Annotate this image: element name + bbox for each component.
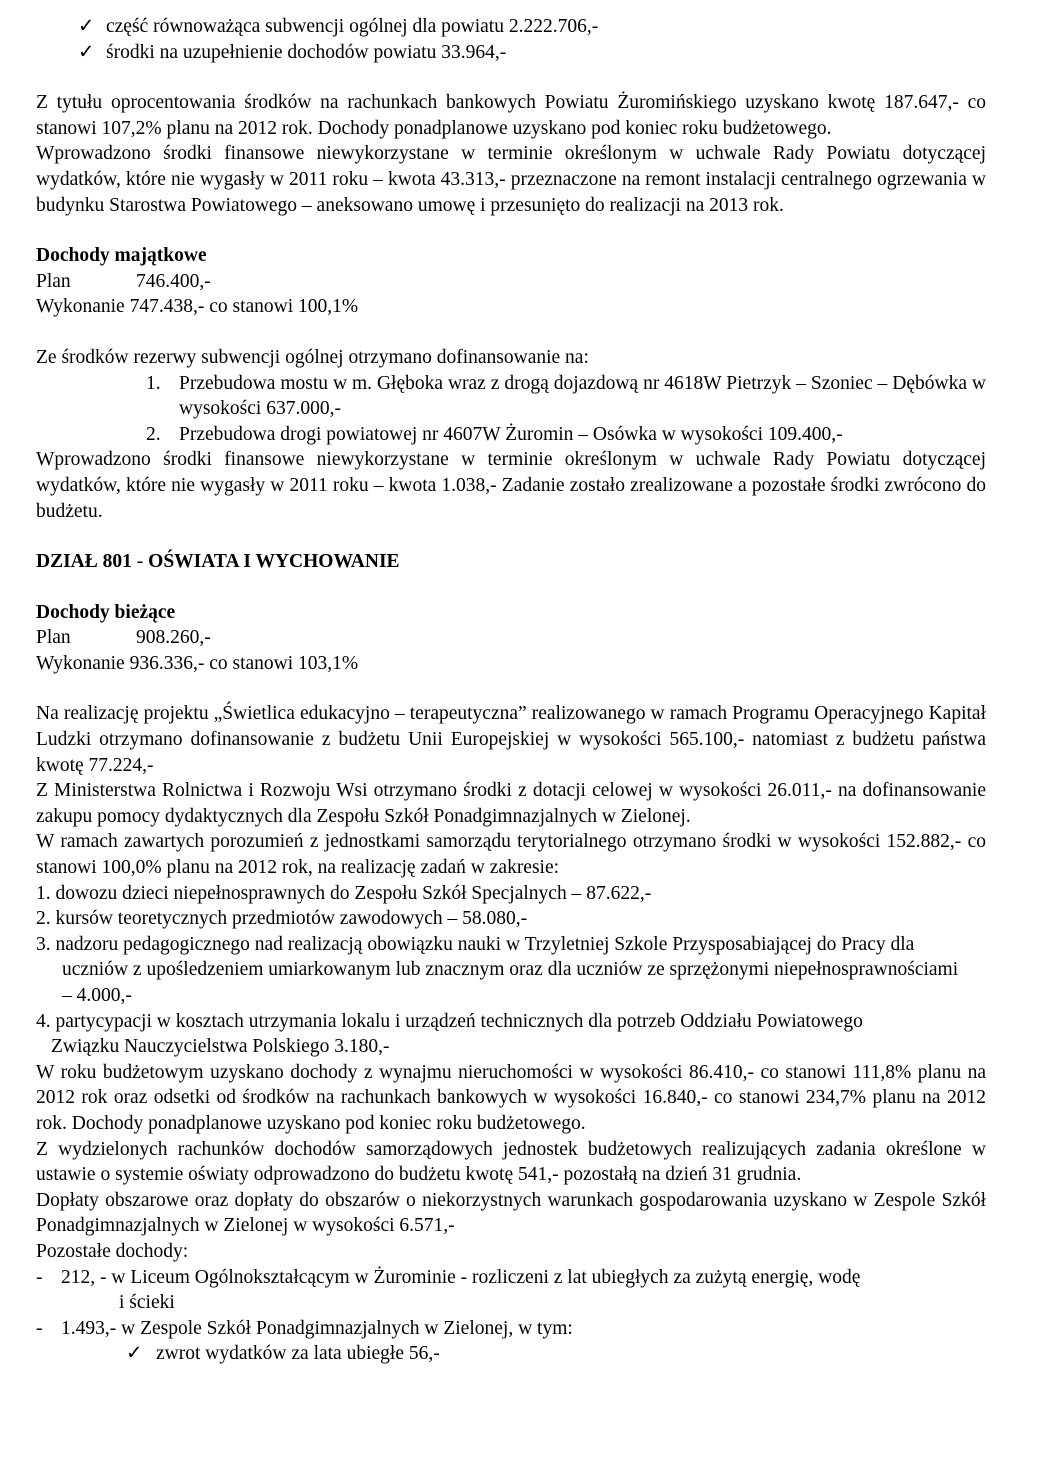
check-item-text: środki na uzupełnienie dochodów powiatu 33.964,- [106,41,507,63]
plan-value: 908.260,- [136,627,211,649]
rezerwa-intro: Ze środków rezerwy subwencji ogólnej otrzymano dofinansowanie na: [36,346,589,368]
paragraph-wynajem: W roku budżetowym uzyskano dochody z wynajmu nieruchomości w wysokości 86.410,- co stanowi 111,8% planu na 2012 rok oraz odsetki od środków na rachunkach bankowych w wysokości 16.840,- co stanowi 234,7% planu na 2012 rok. Dochody ponadplanowe uzyskano pod koniec roku budżetowego. [36,1061,986,1134]
dash-item-line: 1.493,- w Zespole Szkół Ponadgimnazjalnych w Zielonej, w tym: [61,1317,573,1339]
paragraph-ministerstwo: Z Ministerstwa Rolnictwa i Rozwoju Wsi otrzymano środki z dotacji celowej w wysokości 26.011,- na dofinansowanie zakupu pomocy dydaktycznych dla Zespołu Szkół Ponadgimnazjalnych w Zielonej. [36,780,986,827]
plan-label: Plan [36,627,71,649]
list-item-text: Przebudowa drogi powiatowej nr 4607W Żuromin – Osówka w wysokości 109.400,- [179,423,843,445]
numbered-list-item [36,371,986,422]
check-list-item [36,40,986,66]
paragraph-porozumien: W ramach zawartych porozumień z jednostkami samorządu terytorialnego otrzymano środki w wysokości 152.882,- co stanowi 100,0% planu na 2012 rok, na realizację zadań w zakresie: [36,831,986,879]
checkmark-icon: ✓ [78,41,95,63]
dash-marker: - [36,1266,43,1288]
numbered-item: 4. partycypacji w kosztach utrzymania lokalu i urządzeń technicznych dla potrzeb Oddziału Powiatowego Związku Nauczycielstwa Polskiego 3.180,- [36,1010,863,1058]
heading-dochody-biezace: Dochody bieżące [36,601,176,623]
list-number: 1. [146,372,161,394]
plan-row [36,625,986,651]
document-page [36,14,986,1367]
dzial-title: OŚWIATA I WYCHOWANIE [148,551,400,573]
dash-list-item [36,1316,986,1342]
paragraph-doplaty: Dopłaty obszarowe oraz dopłaty do obszarów o niekorzystnych warunkach gospodarowania uzyskano w Zespole Szkół Ponadgimnazjalnych w Zielonej w wysokości 6.571,- [36,1189,986,1237]
paragraph-wprowadzono-1: Wprowadzono środki finansowe niewykorzystane w terminie określonym w uchwale Rady Powiatu dotyczącej wydatków, które nie wygasły w 2011 roku – kwota 43.313,- przeznaczone na remont instalacji centralnego ogrzewania w budynku Starostwa Powiatowego – aneksowano umowę i przesunięto do realizacji na 2013 rok. [36,143,986,216]
numbered-list-item [36,422,986,448]
dash-item-line: 212, - w Liceum Ogólnokształcącym w Żurominie - rozliczeni z lat ubiegłych za zużytą energię, wodę [61,1266,861,1288]
plan-label: Plan [36,270,71,292]
check-list-item [36,14,986,40]
dash-marker: - [36,1317,43,1339]
paragraph-oprocentowanie: Z tytułu oprocentowania środków na rachunkach bankowych Powiatu Żuromińskiego uzyskano kwotę 187.647,- co stanowi 107,2% planu na 2012 rok. Dochody ponadplanowe uzyskano pod koniec roku budżetowego. [36,92,986,139]
wykonanie-line: Wykonanie 747.438,- co stanowi 100,1% [36,296,359,318]
list-number: 2. [146,423,161,445]
paragraph-wprowadzono-2: Wprowadzono środki finansowe niewykorzystane w terminie określonym w uchwale Rady Powiatu dotyczącej wydatków, które nie wygasły w 2011 roku – kwota 1.038,- Zadanie zostało zrealizowane a pozostałe środki zwrócono do budżetu. [36,449,986,522]
heading-dochody-majatkowe: Dochody majątkowe [36,245,207,267]
paragraph-swietlica: Na realizację projektu „Świetlica edukacyjno – terapeutyczna” realizowanego w ramach Programu Operacyjnego Kapitał Ludzki otrzymano dofinansowanie z budżetu Unii Europejskiej w wysokości 565.100,- natomiast z budżetu państwa kwotę 77.224,- [36,703,986,776]
dzial-separator: - [131,551,149,573]
numbered-item: 2. kursów teoretycznych przedmiotów zawodowych – 58.080,- [36,908,528,930]
check-list-item [36,1341,986,1367]
numbered-item: 1. dowozu dzieci niepełnosprawnych do Zespołu Szkół Specjalnych – 87.622,- [36,882,652,904]
wykonanie-line: Wykonanie 936.336,- co stanowi 103,1% [36,652,359,674]
pozostale-heading: Pozostałe dochody: [36,1240,189,1262]
paragraph-wydzielonych: Z wydzielonych rachunków dochodów samorządowych jednostek budżetowych realizujących zadania określone w ustawie o systemie oświaty odprowadzono do budżetu kwotę 541,- pozostałą na dzień 31 grudnia. [36,1138,986,1186]
check-item-text: część równoważąca subwencji ogólnej dla powiatu 2.222.706,- [106,16,599,37]
section-heading-dzial-801 [36,549,986,575]
plan-value: 746.400,- [136,270,211,292]
dash-list-item [36,1265,986,1316]
numbered-item: 3. nadzoru pedagogicznego nad realizacją obowiązku nauki w Trzyletniej Szkole Przysposabiającej do Pracy dla uczniów z upośledzeniem umiarkowanym lub znacznym oraz dla uczniów ze sprzężonymi niepełnosprawnościami – 4.000,- [36,933,959,1006]
plan-row [36,269,986,295]
checkmark-icon: ✓ [78,16,95,37]
check-item-text: zwrot wydatków za lata ubiegłe 56,- [156,1343,440,1365]
dzial-number: DZIAŁ 801 [36,551,132,573]
list-item-text: Przebudowa mostu w m. Głęboka wraz z drogą dojazdową nr 4618W Pietrzyk – Szoniec – Dębówka w wysokości 637.000,- [179,372,986,420]
dash-item-continuation: i ścieki [119,1292,175,1314]
checkmark-icon: ✓ [126,1343,143,1365]
